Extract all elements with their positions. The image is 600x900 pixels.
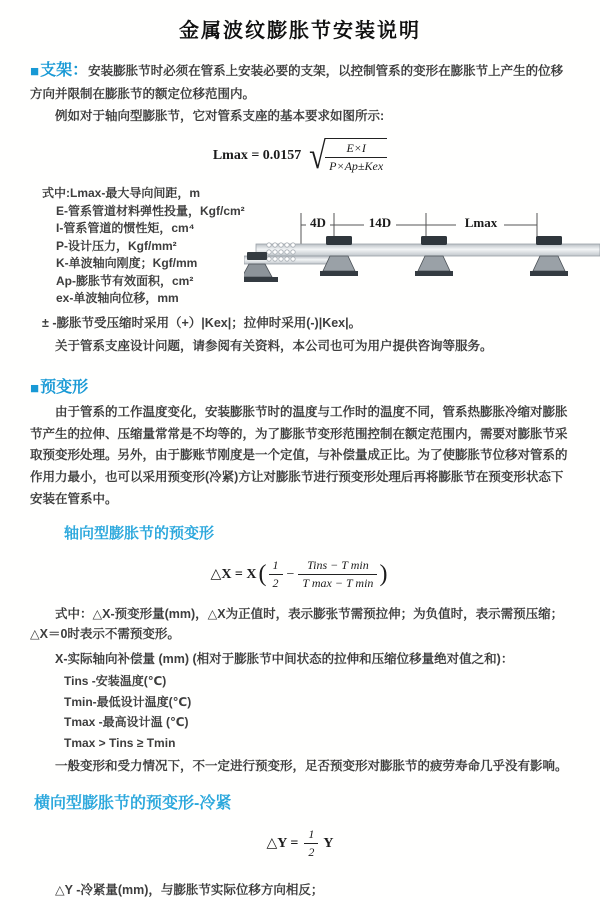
lateral-note: △Y -冷紧量(mm)，与膨胀节实际位移方向相反； bbox=[55, 882, 324, 897]
lmax-formula bbox=[0, 135, 600, 177]
support-section-header bbox=[30, 62, 88, 79]
axial-where1: 式中：△X-预变形量(mm)，△X为正值时，表示膨张节需预拉伸；为负值时，表示需预压缩；△X＝0时表示不需预变形。 bbox=[30, 606, 564, 641]
predeform-section-label: 预变形 bbox=[40, 378, 89, 396]
square-bullet-icon: ■ bbox=[30, 379, 40, 397]
lateral-formula-prefix: △Y = bbox=[266, 836, 299, 852]
support-intro-paragraph bbox=[30, 58, 574, 104]
temperature-fraction bbox=[298, 558, 377, 591]
definition-line: I-管系管道的惯性矩，cm⁴ bbox=[56, 221, 195, 236]
dim-label-4d: 4D bbox=[310, 215, 326, 231]
definition-line: P-设计压力，Kgf/mm² bbox=[56, 238, 177, 253]
axial-note: 一般变形和受力情况下，不一定进行预变形，足否预变形对膨胀节的疲劳寿命几乎没有影响。 bbox=[55, 759, 568, 774]
predeform-section-header bbox=[30, 374, 600, 397]
definition-line: ex-单波轴向位移，mm bbox=[56, 291, 179, 306]
pipe bbox=[256, 244, 600, 256]
support-section-label: 支架： bbox=[40, 62, 89, 79]
radical-sign: √ bbox=[309, 135, 327, 178]
definitions-and-diagram bbox=[42, 185, 600, 311]
definition-line: Ap-膨胀节有效面积，cm² bbox=[56, 273, 194, 288]
open-paren: ( bbox=[258, 561, 267, 588]
lateral-formula-suffix: Y bbox=[323, 835, 334, 851]
bellows-icon bbox=[267, 243, 295, 261]
lateral-fraction-numerator: 1 bbox=[304, 827, 318, 844]
temp-definition-line: Tmax > Tins ≥ Tmin bbox=[64, 735, 176, 750]
lmax-fraction-denominator: P×Ap±Kex bbox=[329, 159, 384, 174]
lateral-subsection-header: 横向型膨胀节的预变形-冷紧 bbox=[34, 794, 232, 812]
axial-where2: X-实际轴向补偿量 (mm) (相对于膨胀节中间状态的拉伸和压缩位移量绝对值之和)： bbox=[55, 652, 514, 667]
predeform-paragraph: 由于管系的工作温度变化，安装膨胀节时的温度与工作时的温度不同，管系热膨胀冷缩对膨胀节产生的拉伸、压缩量常常是不均等的，为了膨胀节变形范围控制在额定范围内，需要对膨胀节采取预变形处理。另外，由于膨账节刚度是一个定值，与补偿量成正比。为了使膨胀节位移对管系的作用力最小，也可以采用预变形(冷紧)方让对膨胀节进行预变形处理后再将膨胀节在预变形状态下安装在管系中。 bbox=[30, 404, 568, 506]
half-fraction bbox=[269, 558, 283, 591]
temp-definition-line: Tmax -最高设计温 (℃) bbox=[64, 715, 189, 730]
definition-line: 式中:Lmax-最大导向间距，m bbox=[42, 186, 201, 201]
page-title: 金属波纹膨胀节安装说明 bbox=[179, 20, 421, 42]
lateral-half-fraction bbox=[304, 827, 318, 860]
half-denominator: 2 bbox=[272, 576, 279, 591]
temp-definition-line: Tins -安装温度(℃) bbox=[64, 674, 167, 689]
square-bullet-icon: ■ bbox=[30, 63, 40, 80]
half-numerator: 1 bbox=[269, 558, 283, 575]
support-example-line: 例如对于轴向型膨胀节，它对管系支座的基本要求如图所示: bbox=[55, 109, 385, 124]
close-paren: ) bbox=[379, 561, 388, 588]
axial-subsection-header: 轴向型膨胀节的预变形 bbox=[64, 524, 215, 542]
dim-label-lmax: Lmax bbox=[464, 215, 498, 231]
lateral-formula bbox=[0, 827, 600, 861]
lmax-fraction-numerator: E×I bbox=[325, 141, 387, 158]
definition-line: E-管系管道材料弹性投量，Kgf/cm² bbox=[56, 203, 245, 218]
dim-label-14d: 14D bbox=[368, 215, 392, 231]
definition-line: K-单波轴向刚度；Kgf/mm bbox=[56, 256, 198, 271]
minus-sign: − bbox=[286, 566, 295, 582]
pipe-support-diagram bbox=[244, 209, 600, 309]
support-intro-text: 安装膨胀节时必须在管系上安装必要的支架，以控制管系的变形在膨胀节上产生的位移方向并限制在膨胀节的额定位移范围内。 bbox=[30, 64, 564, 101]
temperature-definitions bbox=[64, 671, 600, 753]
lmax-formula-lhs: Lmax = 0.0157 bbox=[212, 148, 302, 164]
temp-fraction-denominator: T max − T min bbox=[302, 576, 374, 591]
lateral-fraction-denominator: 2 bbox=[308, 845, 315, 860]
pm-note-line: ± -膨胀节受压缩时采用（+）|Kex|；拉伸时采用(-)|Kex|。 bbox=[42, 316, 362, 331]
consult-line: 关于管系支座设计问题，请参阅有关资料，本公司也可为用户提供咨询等服务。 bbox=[55, 338, 493, 353]
lmax-formula-fraction bbox=[325, 138, 387, 174]
axial-formula bbox=[0, 556, 600, 594]
temp-fraction-numerator: Tins − T min bbox=[298, 558, 377, 575]
axial-formula-prefix: △X = X bbox=[210, 567, 257, 583]
temp-definition-line: Tmin-最低设计温度(℃) bbox=[64, 694, 192, 709]
